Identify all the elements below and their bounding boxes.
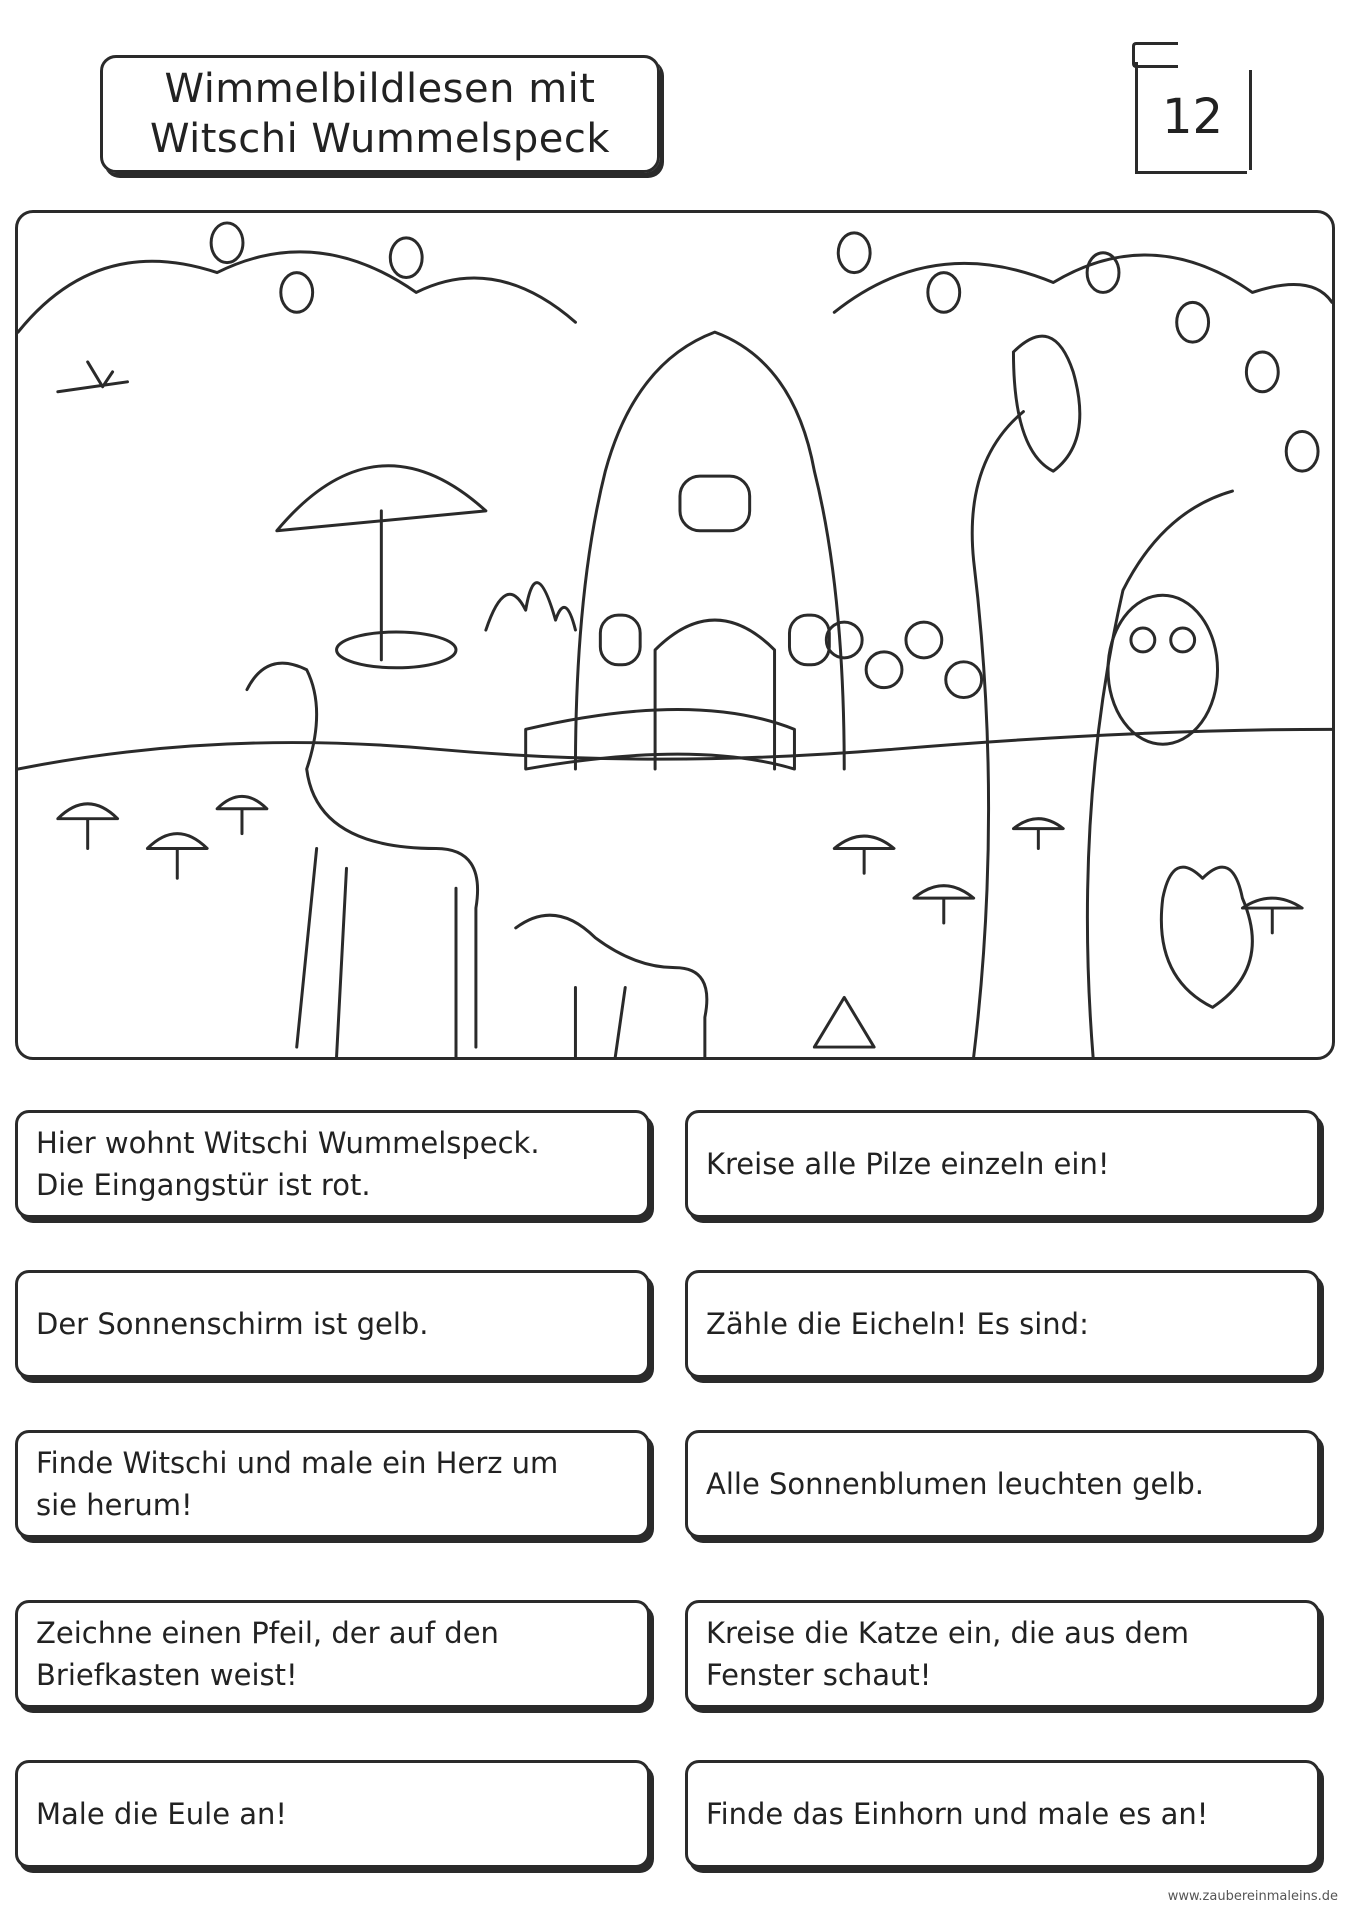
task-card-3 — [15, 1270, 650, 1378]
road-sign — [814, 997, 874, 1047]
task-1-line-2: Die Eingangstür ist rot. — [36, 1168, 371, 1202]
mushrooms-left — [58, 796, 267, 878]
owl-eye-left — [1131, 628, 1155, 652]
task-card-1 — [15, 1110, 650, 1218]
task-card-10 — [685, 1760, 1320, 1868]
task-7-line-2: Briefkasten weist! — [36, 1658, 298, 1692]
forest-scene-drawing — [18, 213, 1332, 1057]
task-6-line-1: Alle Sonnenblumen leuchten gelb. — [706, 1467, 1205, 1501]
worksheet-title — [100, 55, 660, 173]
sunflower-4 — [946, 662, 982, 698]
bunny — [1161, 867, 1252, 1007]
tree-canopy-right — [834, 255, 1332, 312]
fawn — [516, 915, 707, 1057]
task-card-2 — [685, 1110, 1320, 1218]
title-line-2: Witschi Wummelspeck — [149, 116, 611, 162]
sun-umbrella — [277, 466, 486, 660]
task-7-line-1: Zeichne einen Pfeil, der auf den — [36, 1616, 499, 1650]
task-card-4 — [685, 1270, 1320, 1378]
task-9-line-1: Male die Eule an! — [36, 1797, 288, 1831]
tree-house-window-left — [600, 615, 640, 665]
task-8-line-1: Kreise die Katze ein, die aus dem — [706, 1616, 1190, 1650]
task-card-9 — [15, 1760, 650, 1868]
tree-house-door — [655, 620, 774, 769]
task-3-line-1: Der Sonnenschirm ist gelb. — [36, 1307, 429, 1341]
page-number: 12 — [1161, 88, 1224, 145]
owl — [1108, 595, 1218, 744]
acorns — [211, 223, 1318, 471]
task-10-line-1: Finde das Einhorn und male es an! — [706, 1797, 1209, 1831]
squirrel — [1013, 336, 1079, 471]
cat-window — [680, 476, 750, 531]
task-8-line-2: Fenster schaut! — [706, 1658, 932, 1692]
task-card-8 — [685, 1600, 1320, 1708]
sunflower-2 — [866, 652, 902, 688]
tree-house-window-right — [789, 615, 829, 665]
campfire — [486, 583, 576, 630]
title-line-1: Wimmelbildlesen mit — [164, 66, 596, 112]
page-number-corner — [1238, 70, 1252, 170]
page-number-box — [1135, 62, 1247, 174]
tree-house-trunk — [575, 332, 844, 769]
footer-url: www.zaubereinmaleins.de — [1167, 1889, 1338, 1904]
wimmelbild-illustration — [15, 210, 1335, 1060]
task-1-line-1: Hier wohnt Witschi Wummelspeck. — [36, 1126, 540, 1160]
owl-eye-right — [1171, 628, 1195, 652]
tree-canopy-left — [18, 252, 575, 332]
task-card-7 — [15, 1600, 650, 1708]
task-card-5 — [15, 1430, 650, 1538]
picnic-table — [337, 632, 456, 668]
mushrooms-right — [834, 819, 1302, 933]
task-4-line-1: Zähle die Eicheln! Es sind: — [706, 1307, 1089, 1341]
sunflower-3 — [906, 622, 942, 658]
deer — [247, 663, 478, 1057]
sunflower-1 — [826, 622, 862, 658]
flying-witch — [58, 362, 128, 392]
task-5-line-1: Finde Witschi und male ein Herz um — [36, 1446, 559, 1480]
task-card-6 — [685, 1430, 1320, 1538]
task-5-line-2: sie herum! — [36, 1488, 193, 1522]
task-2-line-1: Kreise alle Pilze einzeln ein! — [706, 1147, 1110, 1181]
